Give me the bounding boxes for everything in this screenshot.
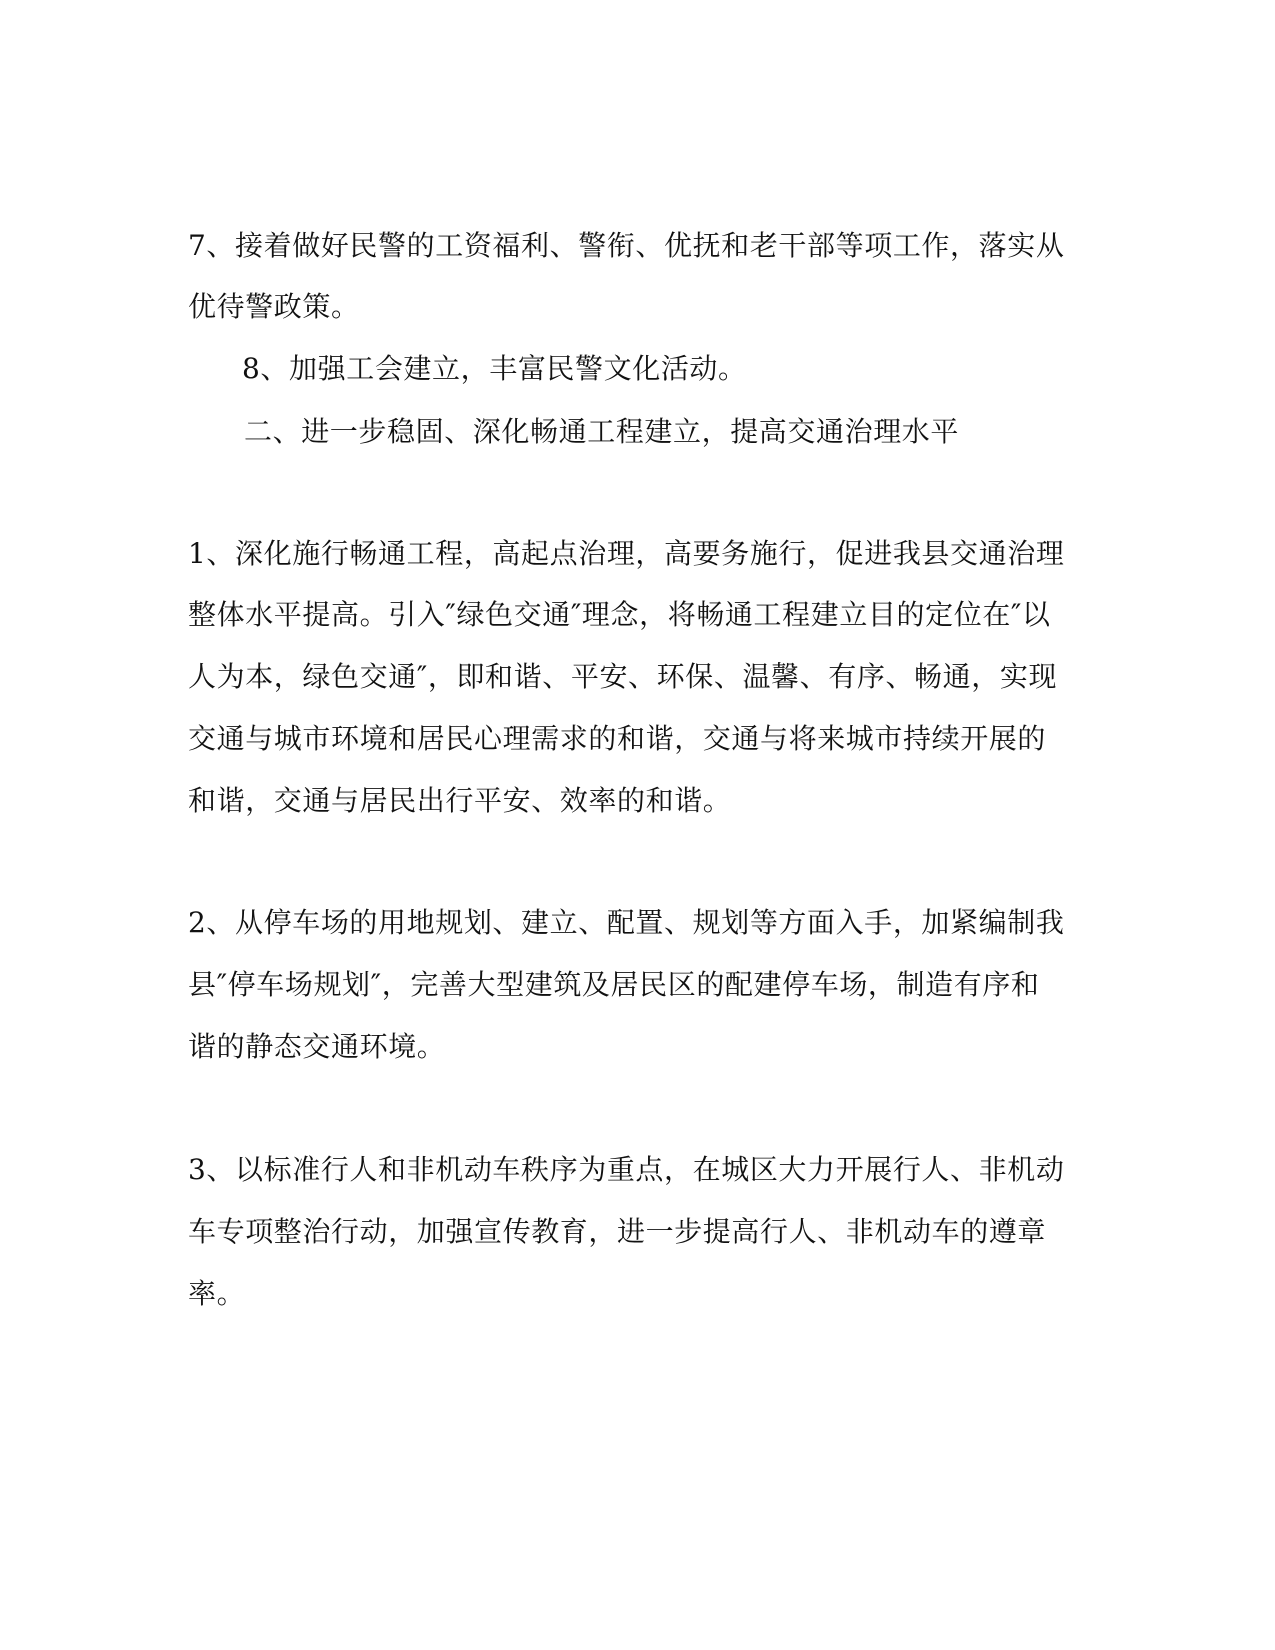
paragraph-3-line-3: 率。 (188, 1277, 246, 1310)
paragraph-3-line-2: 车专项整治行动，加强宣传教育，进一步提高行人、非机动车的遵章 (188, 1215, 1047, 1248)
paragraph-7-line-2: 优待警政策。 (188, 290, 360, 323)
section-heading: 二、进一步稳固、深化畅通工程建立，提高交通治理水平 (244, 415, 960, 448)
paragraph-1-line-3: 人为本，绿色交通″，即和谐、平安、环保、温馨、有序、畅通，实现 (188, 660, 1058, 693)
paragraph-1-line-4: 交通与城市环境和居民心理需求的和谐，交通与将来城市持续开展的 (188, 722, 1047, 755)
paragraph-1-line-2: 整体水平提高。引入″绿色交通″理念，将畅通工程建立目的定位在″以 (188, 598, 1051, 631)
paragraph-3-line-1: 3、以标准行人和非机动车秩序为重点，在城区大力开展行人、非机动 (188, 1153, 1065, 1186)
paragraph-1-line-5: 和谐，交通与居民出行平安、效率的和谐。 (188, 784, 732, 817)
paragraph-2-line-2: 县″停车场规划″，完善大型建筑及居民区的配建停车场，制造有序和 (188, 968, 1040, 1001)
paragraph-7-line-1: 7、接着做好民警的工资福利、警衔、优抚和老干部等项工作，落实从 (188, 229, 1065, 262)
paragraph-2-line-3: 谐的静态交通环境。 (188, 1030, 446, 1063)
paragraph-1-line-1: 1、深化施行畅通工程，高起点治理，高要务施行，促进我县交通治理 (188, 537, 1065, 570)
paragraph-8-line-1: 8、加强工会建立，丰富民警文化活动。 (242, 352, 747, 385)
paragraph-2-line-1: 2、从停车场的用地规划、建立、配置、规划等方面入手，加紧编制我 (188, 906, 1065, 939)
